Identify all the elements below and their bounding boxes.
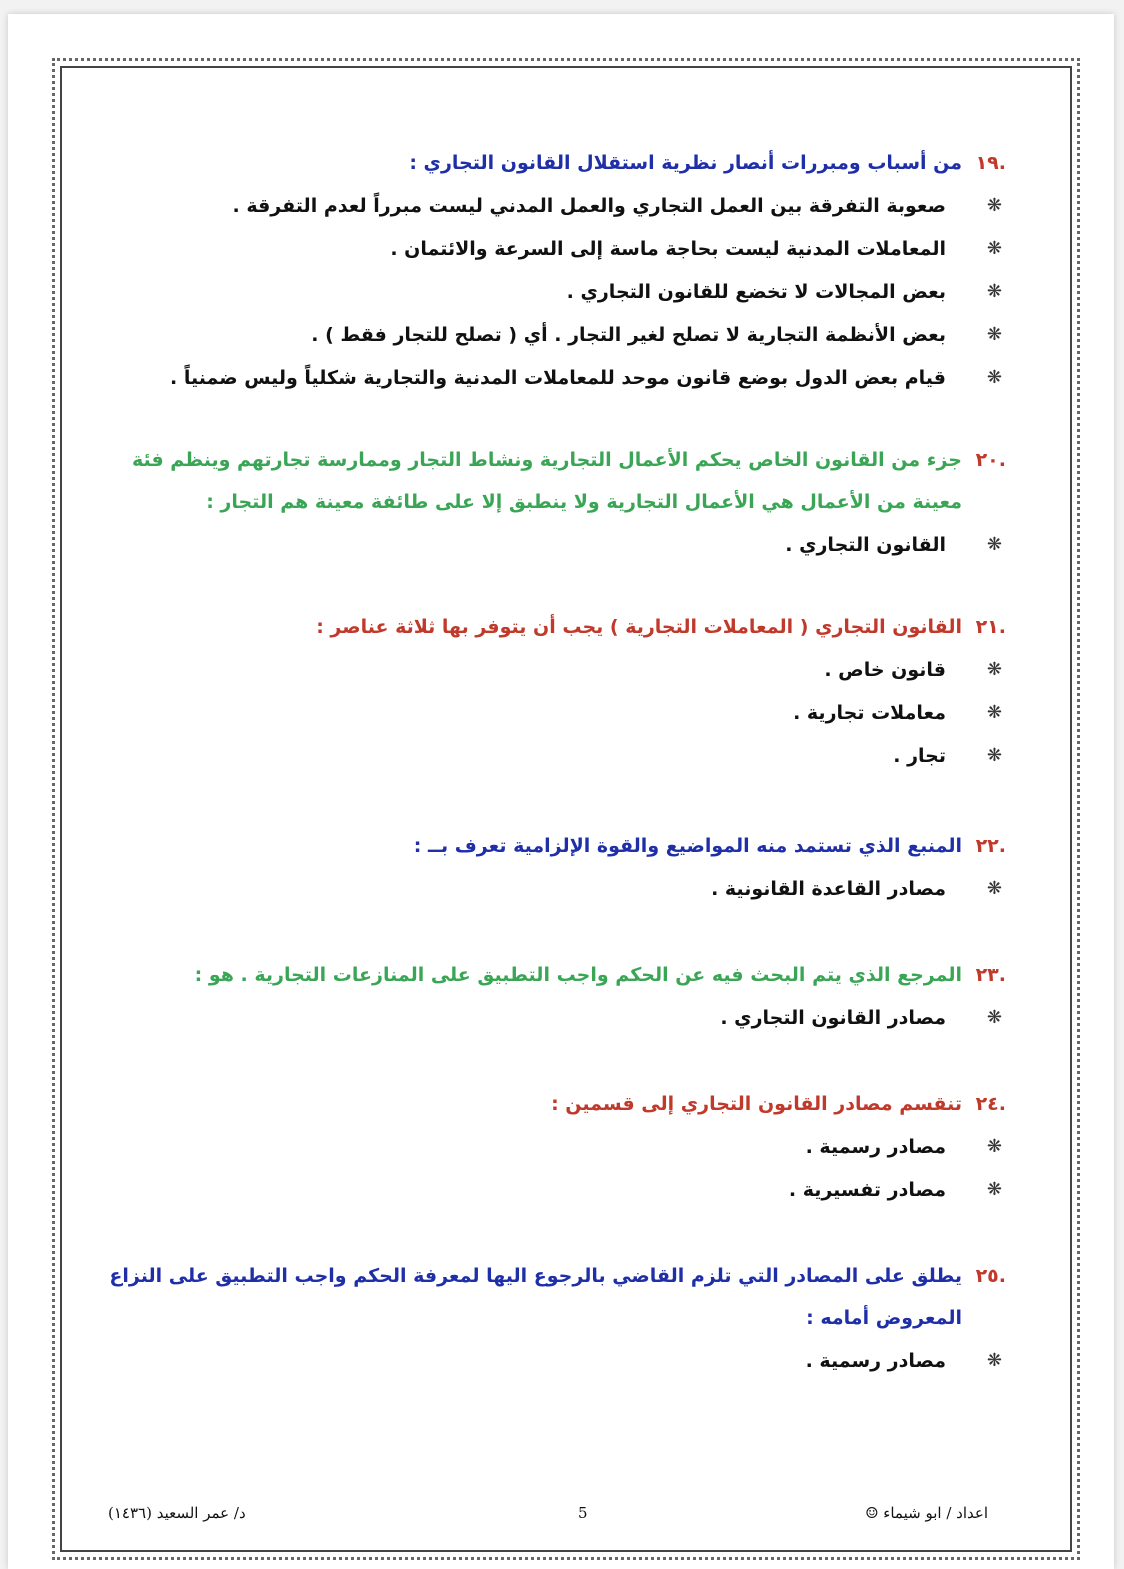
answer-item bbox=[86, 996, 1006, 1039]
question-number: .٢٢ bbox=[975, 835, 1006, 857]
answer-text: مصادر رسمية . bbox=[805, 1349, 946, 1372]
question-heading bbox=[86, 606, 1006, 648]
question-number: .٢١ bbox=[975, 616, 1006, 638]
question-heading bbox=[86, 439, 1006, 523]
snowflake-asterisk-icon: ❋ bbox=[986, 195, 1002, 216]
question-heading bbox=[86, 825, 1006, 867]
snowflake-asterisk-icon: ❋ bbox=[986, 878, 1002, 899]
question-24 bbox=[86, 1083, 1006, 1211]
answer-text: مصادر تفسيرية . bbox=[788, 1178, 946, 1201]
snowflake-asterisk-icon: ❋ bbox=[986, 324, 1002, 345]
answer-item bbox=[86, 227, 1006, 270]
answer-text: القانون التجاري . bbox=[785, 533, 946, 556]
answer-item bbox=[86, 1339, 1006, 1382]
footer-instructor: د/ عمر السعيد (١٤٣٦) bbox=[108, 1504, 246, 1522]
answer-text: تجار . bbox=[893, 744, 946, 767]
answer-item bbox=[86, 523, 1006, 566]
snowflake-asterisk-icon: ❋ bbox=[986, 534, 1002, 555]
question-text: يطلق على المصادر التي تلزم القاضي بالرجوع اليها لمعرفة الحكم واجب التطبيق على النزاع المعروض أمامه : bbox=[109, 1265, 962, 1329]
answer-text: قيام بعض الدول بوضع قانون موحد للمعاملات المدنية والتجارية شكلياً وليس ضمنياً . bbox=[170, 366, 946, 389]
question-heading bbox=[86, 1083, 1006, 1125]
snowflake-asterisk-icon: ❋ bbox=[986, 1350, 1002, 1371]
snowflake-asterisk-icon: ❋ bbox=[986, 238, 1002, 259]
answer-text: معاملات تجارية . bbox=[793, 701, 946, 724]
question-heading bbox=[86, 954, 1006, 996]
question-number: .٢٠ bbox=[975, 449, 1006, 471]
snowflake-asterisk-icon: ❋ bbox=[986, 702, 1002, 723]
question-heading bbox=[86, 142, 1006, 184]
answer-text: بعض الأنظمة التجارية لا تصلح لغير التجار . أي ( تصلح للتجار فقط ) . bbox=[311, 323, 946, 346]
answer-item bbox=[86, 867, 1006, 910]
answer-text: مصادر القاعدة القانونية . bbox=[711, 877, 946, 900]
snowflake-asterisk-icon: ❋ bbox=[986, 367, 1002, 388]
answer-item bbox=[86, 648, 1006, 691]
answer-text: مصادر رسمية . bbox=[805, 1135, 946, 1158]
page-number: 5 bbox=[578, 1504, 588, 1522]
answer-item bbox=[86, 691, 1006, 734]
footer-prepared-by: اعداد / ابو شيماء ☺ bbox=[865, 1504, 988, 1522]
question-number: .٢٥ bbox=[975, 1265, 1006, 1287]
answer-item bbox=[86, 734, 1006, 777]
question-25 bbox=[86, 1255, 1006, 1382]
answer-item bbox=[86, 1168, 1006, 1211]
question-19 bbox=[86, 142, 1006, 399]
question-text: المرجع الذي يتم البحث فيه عن الحكم واجب التطبيق على المنازعات التجارية . هو : bbox=[194, 964, 962, 986]
snowflake-asterisk-icon: ❋ bbox=[986, 1007, 1002, 1028]
question-text: جزء من القانون الخاص يحكم الأعمال التجارية ونشاط التجار وممارسة تجارتهم وينظم فئة معينة من الأعمال هي الأعمال التجارية ولا ينطبق إلا على طائفة معينة هم التجار : bbox=[131, 449, 962, 513]
question-text: القانون التجاري ( المعاملات التجارية ) يجب أن يتوفر بها ثلاثة عناصر : bbox=[316, 616, 962, 638]
question-21 bbox=[86, 606, 1006, 777]
answer-text: بعض المجالات لا تخضع للقانون التجاري . bbox=[566, 280, 946, 303]
snowflake-asterisk-icon: ❋ bbox=[986, 281, 1002, 302]
question-23 bbox=[86, 954, 1006, 1039]
answer-item bbox=[86, 184, 1006, 227]
question-heading bbox=[86, 1255, 1006, 1339]
answer-item bbox=[86, 1125, 1006, 1168]
document-page bbox=[8, 14, 1114, 1569]
question-number: .٢٣ bbox=[975, 964, 1006, 986]
snowflake-asterisk-icon: ❋ bbox=[986, 1136, 1002, 1157]
answer-text: المعاملات المدنية ليست بحاجة ماسة إلى السرعة والائتمان . bbox=[390, 237, 946, 260]
snowflake-asterisk-icon: ❋ bbox=[986, 745, 1002, 766]
answer-item bbox=[86, 313, 1006, 356]
question-number: .١٩ bbox=[975, 152, 1006, 174]
question-text: من أسباب ومبررات أنصار نظرية استقلال القانون التجاري : bbox=[409, 152, 962, 174]
snowflake-asterisk-icon: ❋ bbox=[986, 659, 1002, 680]
answer-item bbox=[86, 270, 1006, 313]
question-number: .٢٤ bbox=[975, 1093, 1006, 1115]
answer-text: قانون خاص . bbox=[824, 658, 946, 681]
question-22 bbox=[86, 825, 1006, 910]
snowflake-asterisk-icon: ❋ bbox=[986, 1179, 1002, 1200]
answer-text: مصادر القانون التجاري . bbox=[720, 1006, 946, 1029]
question-list bbox=[86, 142, 1006, 1426]
answer-text: صعوبة التفرقة بين العمل التجاري والعمل المدني ليست مبرراً لعدم التفرقة . bbox=[232, 194, 946, 217]
answer-item bbox=[86, 356, 1006, 399]
question-20 bbox=[86, 439, 1006, 566]
question-text: تنقسم مصادر القانون التجاري إلى قسمين : bbox=[551, 1093, 962, 1115]
page-footer bbox=[108, 1504, 988, 1532]
question-text: المنبع الذي تستمد منه المواضيع والقوة الإلزامية تعرف بــ : bbox=[413, 835, 962, 857]
